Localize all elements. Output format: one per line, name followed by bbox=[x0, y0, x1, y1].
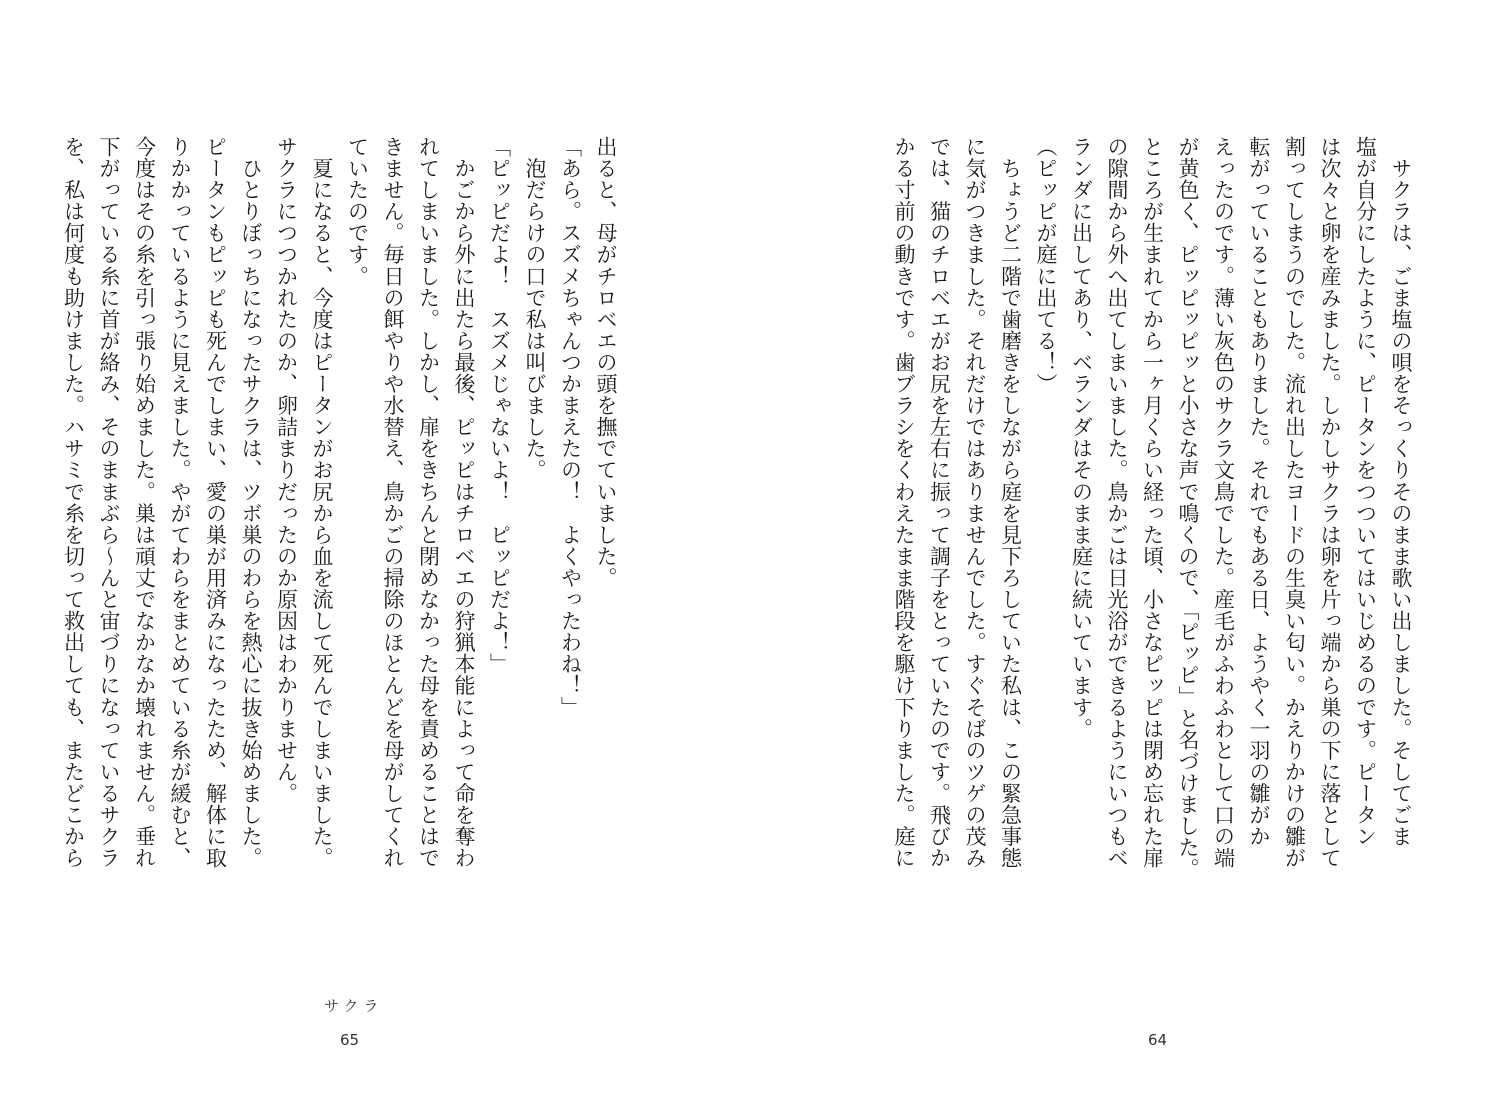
left-page-body bbox=[61, 136, 623, 896]
text-line: ピータンもピッピも死んでしまい、愛の巣が用済みになったため、解体に取 bbox=[203, 136, 228, 869]
text-line: ていたのです。 bbox=[345, 136, 370, 287]
text-line: 割ってしまうのでした。流れ出したヨードの生臭い匂い。かえりかけの雛が bbox=[1282, 136, 1307, 869]
text-line: 出ると、母がチロベエの頭を撫でていました。 bbox=[594, 136, 618, 589]
text-line: 「ピッピだよ！ スズメじゃないよ！ ピッピだよ！」 bbox=[487, 136, 512, 675]
text-line: は次々と卵を産みました。しかしサクラは卵を片っ端から巣の下に落として bbox=[1318, 136, 1342, 869]
text-line: 「あら。スズメちゃんつかまえたの！ よくやったわね！」 bbox=[558, 136, 583, 718]
text-line: ランダに出してあり、ベランダはそのまま庭に続いています。 bbox=[1069, 136, 1094, 740]
text-line: ひとりぼっちになったサクラは、ツボ巣のわらを熱心に抜き始めました。 bbox=[239, 136, 263, 869]
text-line: （ピッピが庭に出てる！） bbox=[1034, 136, 1058, 395]
text-line: 夏になると、今度はピータンがお尻から血を流して死んでしまいました。 bbox=[310, 136, 334, 869]
text-line: が黄色く、ピッピッピッと小さな声で鳴くので、「ピッピ」と名づけました。 bbox=[1176, 136, 1200, 880]
text-line: サクラにつつかれたのか、卵詰まりだったのか原因はわかりません。 bbox=[274, 136, 299, 805]
text-line: を、私は何度も助けました。ハサミで糸を切って救出しても、またどこから bbox=[61, 136, 86, 869]
text-line: 下がっている糸に首が絡み、そのままぶら〜んと宙づりになっているサクラ bbox=[97, 136, 121, 869]
text-line: きません。毎日の餌やりや水替え、鳥かごの掃除のほとんどを母がしてくれ bbox=[381, 136, 405, 869]
text-line: かる寸前の動きです。歯ブラシをくわえたまま階段を駆け下りました。庭に bbox=[892, 136, 916, 869]
page-number-left: 65 bbox=[340, 1031, 360, 1049]
text-line: えったのです。薄い灰色のサクラ文鳥でした。産毛がふわふわとして口の端 bbox=[1211, 136, 1236, 869]
text-line: かごから外に出たら最後、ピッピはチロベエの狩猟本能によって命を奪わ bbox=[452, 136, 476, 869]
text-line: 塩が自分にしたように、ピータンをつついてはいじめるのです。ピータン bbox=[1353, 136, 1378, 848]
page-number-right: 64 bbox=[1148, 1031, 1168, 1049]
text-line: れてしまいました。しかし、扉をきちんと閉めなかった母を責めることはで bbox=[416, 136, 441, 869]
running-title: サクラ bbox=[324, 997, 384, 1015]
text-line: ところが生まれてから一ヶ月くらい経った頃、小さなピッピは閉め忘れた扉 bbox=[1140, 136, 1165, 869]
text-line: ちょうど二階で歯磨きをしながら庭を見下ろしていた私は、この緊急事態 bbox=[998, 136, 1023, 869]
text-line: りかかっているように見えました。やがてわらをまとめている糸が緩むと、 bbox=[168, 136, 192, 869]
text-line: 泡だらけの口で私は叫びました。 bbox=[523, 136, 547, 481]
text-line: では、猫のチロベエがお尻を左右に振って調子をとっていたのです。飛びか bbox=[927, 136, 952, 869]
right-page-body bbox=[878, 136, 1418, 896]
text-line: サクラは、ごま塩の唄をそっくりそのまま歌い出しました。そしてごま bbox=[1389, 136, 1413, 848]
text-line: に気がつきました。それだけではありませんでした。すぐそばのツゲの茂み bbox=[963, 136, 987, 869]
text-line: 今度はその糸を引っ張り始めました。巣は頑丈でなかなか壊れません。垂れ bbox=[132, 136, 157, 869]
text-line: の隙間から外へ出てしまいました。鳥かごは日光浴ができるようにいつもベ bbox=[1105, 136, 1129, 869]
text-line: 転がっていることもありました。それでもある日、ようやく一羽の雛がか bbox=[1247, 136, 1271, 848]
right-page bbox=[756, 0, 1512, 1111]
